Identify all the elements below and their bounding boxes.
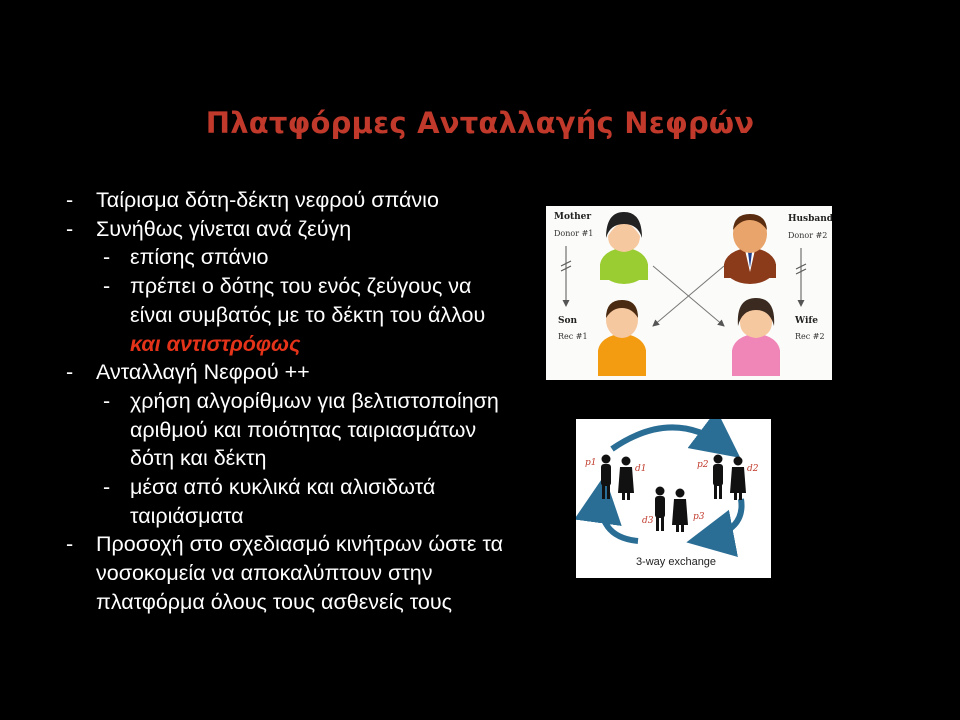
label-d2: d2 [747,464,759,474]
label-rec2: Rec #2 [795,332,825,341]
cycle-diagram [576,419,771,578]
label-mother: Mother [554,212,592,222]
paired-exchange-figure [546,206,832,380]
cycle-arrow-left [601,493,638,541]
bullet-text: Ταίρισμα δότη-δέκτη νεφρού σπάνιο [96,188,439,212]
cycle-arrow-top [612,427,726,449]
blocked-arrow-right [796,248,806,306]
bullet-text: ταιριάσματα [130,503,244,528]
figure-caption: 3-way exchange [635,556,717,568]
sub-bullet-item [66,387,566,473]
bullet-text: νοσοκομεία να αποκαλύπτουν στην [96,561,433,586]
label-p1: p1 [585,458,597,468]
bullet-item [66,215,566,244]
label-son: Son [558,316,578,326]
bullet-text: πρέπει ο δότης του ενός ζεύγους να [130,274,472,299]
bullet-dash: - [103,245,111,270]
label-rec1: Rec #1 [558,332,588,341]
bullet-dash: - [66,360,74,385]
bullet-dash: - [103,274,111,299]
person-wife-icon [732,298,780,376]
label-donor1: Donor #1 [554,229,594,238]
label-donor2: Donor #2 [788,231,828,240]
bullet-text: Προσοχή στο σχεδιασμό κινήτρων ώστε τα [96,532,504,557]
bullet-text: πλατφόρμα όλους τους ασθενείς τους [96,589,453,614]
label-p2: p2 [697,460,709,470]
person-husband-icon [724,214,776,284]
bullet-text: μέσα από κυκλικά και αλισιδωτά [130,475,436,500]
blocked-arrow-left [561,246,571,306]
bullet-text: αριθμού και ποιότητας ταιριασμάτων [130,417,477,442]
label-p3: p3 [693,512,705,522]
bullet-emphasis: και αντιστρόφως [130,331,301,356]
paired-exchange-diagram [546,206,832,380]
bullet-dash: - [103,475,111,500]
bullet-item [66,186,566,215]
bullet-dash: - [66,532,74,557]
bullet-item [66,530,566,616]
bullet-item [66,358,566,387]
bullet-list [66,186,566,617]
bullet-text: δότη και δέκτη [130,446,267,471]
slide-title: Πλατφόρμες Ανταλλαγής Νεφρών [205,106,755,140]
person-mother-icon [600,212,648,284]
bullet-text: είναι συμβατός με το δέκτη του άλλου [130,302,486,327]
label-d3: d3 [642,516,654,526]
three-way-exchange-figure [576,419,771,578]
person-silhouettes [601,455,746,533]
sub-bullet-item [66,473,566,530]
label-wife: Wife [795,316,818,326]
bullet-dash: - [66,216,74,241]
label-husband: Husband [788,214,832,224]
bullet-text: Ανταλλαγή Νεφρού ++ [96,360,310,385]
sub-bullet-item [66,243,566,272]
bullet-text: επίσης σπάνιο [130,245,269,270]
bullet-dash: - [66,188,74,212]
bullet-text: χρήση αλγορίθμων για βελτιστοποίηση [130,388,499,413]
label-d1: d1 [635,464,647,474]
person-son-icon [598,300,646,376]
sub-bullet-item [66,272,566,358]
cycle-arrow-right [704,499,742,539]
bullet-text: Συνήθως γίνεται ανά ζεύγη [96,216,352,241]
bullet-dash: - [103,388,111,413]
